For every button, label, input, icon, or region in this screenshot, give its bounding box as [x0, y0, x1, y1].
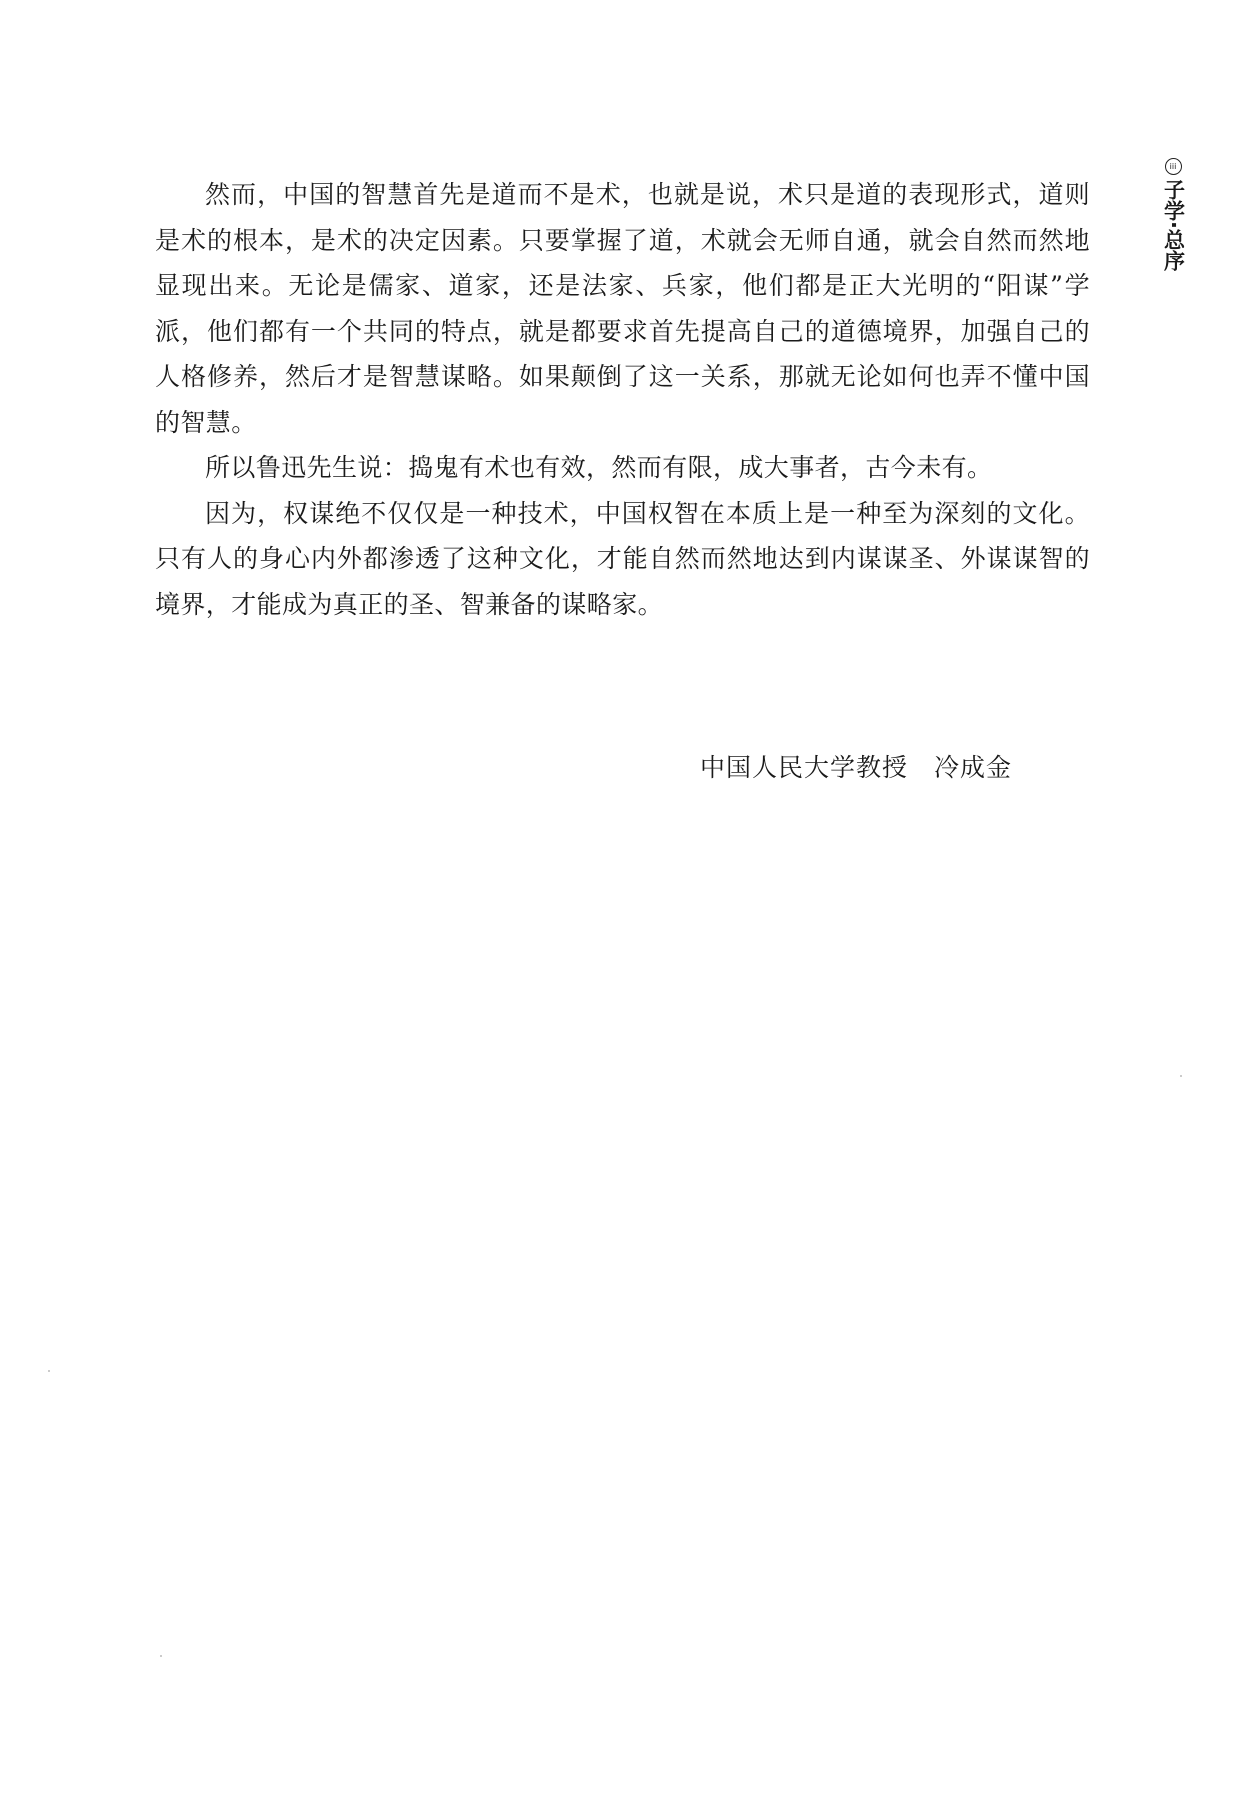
scan-speck: [1180, 1075, 1182, 1077]
running-head: [1155, 158, 1191, 271]
body-text: [155, 172, 1090, 627]
scan-speck: [160, 1655, 162, 1657]
paragraph: 然而，中国的智慧首先是道而不是术，也就是说，术只是道的表现形式，道则是术的根本，是术的决定因素。只要掌握了道，术就会无师自通，就会自然而然地显现出来。无论是儒家、道家，还是法家、兵家，他们都是正大光明的“阳谋”学派，他们都有一个共同的特点，就是都要求首先提高自己的道德境界，加强自己的人格修养，然后才是智慧谋略。如果颠倒了这一关系，那就无论如何也弄不懂中国的智慧。: [155, 180, 1090, 437]
signature: [700, 748, 1030, 788]
scan-speck: [48, 1370, 50, 1372]
paragraph: 因为，权谋绝不仅仅是一种技术，中国权智在本质上是一种至为深刻的文化。只有人的身心内外都渗透了这种文化，才能自然而然地达到内谋谋圣、外谋谋智的境界，才能成为真正的圣、智兼备的谋略家。: [155, 498, 1090, 619]
page-number-badge: iii: [1165, 158, 1182, 175]
running-head-title: 子学·总序: [1161, 179, 1186, 271]
signature-affiliation: 中国人民大学教授: [700, 753, 909, 782]
signature-author: 冷成金: [934, 753, 1013, 782]
paragraph: 所以鲁迅先生说：捣鬼有术也有效，然而有限，成大事者，古今未有。: [205, 453, 993, 482]
